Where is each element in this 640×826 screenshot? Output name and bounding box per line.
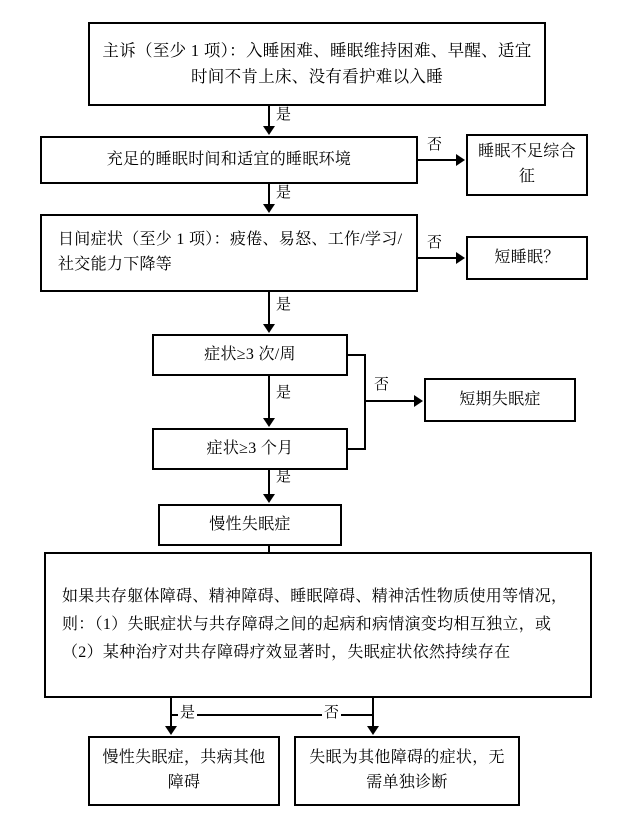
connector-split-horizontal	[170, 714, 374, 716]
connector-split-left-stub	[170, 698, 172, 714]
connector-no-arrow	[414, 395, 423, 407]
edge-label-no-1: 否	[427, 137, 443, 153]
edge-label-yes-3: 是	[276, 297, 292, 313]
edge-label-no-4: 否	[324, 705, 340, 721]
connector-7	[268, 470, 270, 496]
node-short-sleeper: 短睡眠？	[466, 236, 588, 280]
connector-5-arrow	[263, 324, 275, 333]
connector-5	[268, 292, 270, 326]
edge-label-yes-4: 是	[276, 385, 292, 401]
connector-4-branch	[418, 257, 460, 259]
edge-label-no-2: 否	[427, 235, 443, 251]
node-chronic-with-comorbid: 慢性失眠症，共病其他障碍	[88, 736, 280, 806]
connector-4-arrow	[456, 252, 465, 264]
connector-6-arrow	[263, 418, 275, 427]
node-short-term-insomnia: 短期失眠症	[424, 378, 576, 422]
connector-3	[268, 184, 270, 206]
connector-2-arrow	[456, 154, 465, 166]
node-duration-3-months: 症状≥3 个月	[152, 428, 348, 470]
connector-7-arrow	[263, 494, 275, 503]
node-insomnia-as-symptom: 失眠为其他障碍的症状，无需单独诊断	[294, 736, 520, 806]
edge-label-yes-1: 是	[276, 107, 292, 123]
node-insufficient-sleep-syndrome: 睡眠不足综合征	[466, 134, 588, 196]
node-daytime-symptoms: 日间症状（至少 1 项）：疲倦、易怒、工作/学习/社交能力下降等	[40, 214, 418, 292]
node-comorbid-rule: 如果共存躯体障碍、精神障碍、睡眠障碍、精神活性物质使用等情况，则：（1）失眠症状与共存障碍之间的起病和病情演变均相互独立，或（2）某种治疗对共存障碍疗效显著时，失眠症状依然持续存在	[44, 552, 592, 698]
node-frequency-3-per-week: 症状≥3 次/周	[152, 334, 348, 376]
connector-2-branch	[418, 159, 460, 161]
edge-label-yes-2: 是	[276, 185, 292, 201]
connector-6	[268, 376, 270, 420]
connector-split-right-stub	[372, 698, 374, 714]
connector-right-arrow	[367, 726, 379, 735]
node-chief-complaint: 主诉（至少 1 项）：入睡困难、睡眠维持困难、早醒、适宜时间不肯上床、没有看护难以入睡	[88, 22, 546, 106]
edge-label-no-3: 否	[374, 377, 390, 393]
connector-3-arrow	[263, 204, 275, 213]
connector-1-arrow	[263, 126, 275, 135]
node-sleep-opportunity: 充足的睡眠时间和适宜的睡眠环境	[40, 136, 418, 184]
connector-left-arrow	[165, 726, 177, 735]
connector-1	[268, 106, 270, 128]
edge-label-yes-5: 是	[276, 469, 292, 485]
connector-no-merge	[364, 354, 366, 450]
connector-no-to-short-term	[364, 400, 418, 402]
node-chronic-insomnia: 慢性失眠症	[158, 504, 342, 546]
edge-label-yes-6: 是	[180, 705, 196, 721]
